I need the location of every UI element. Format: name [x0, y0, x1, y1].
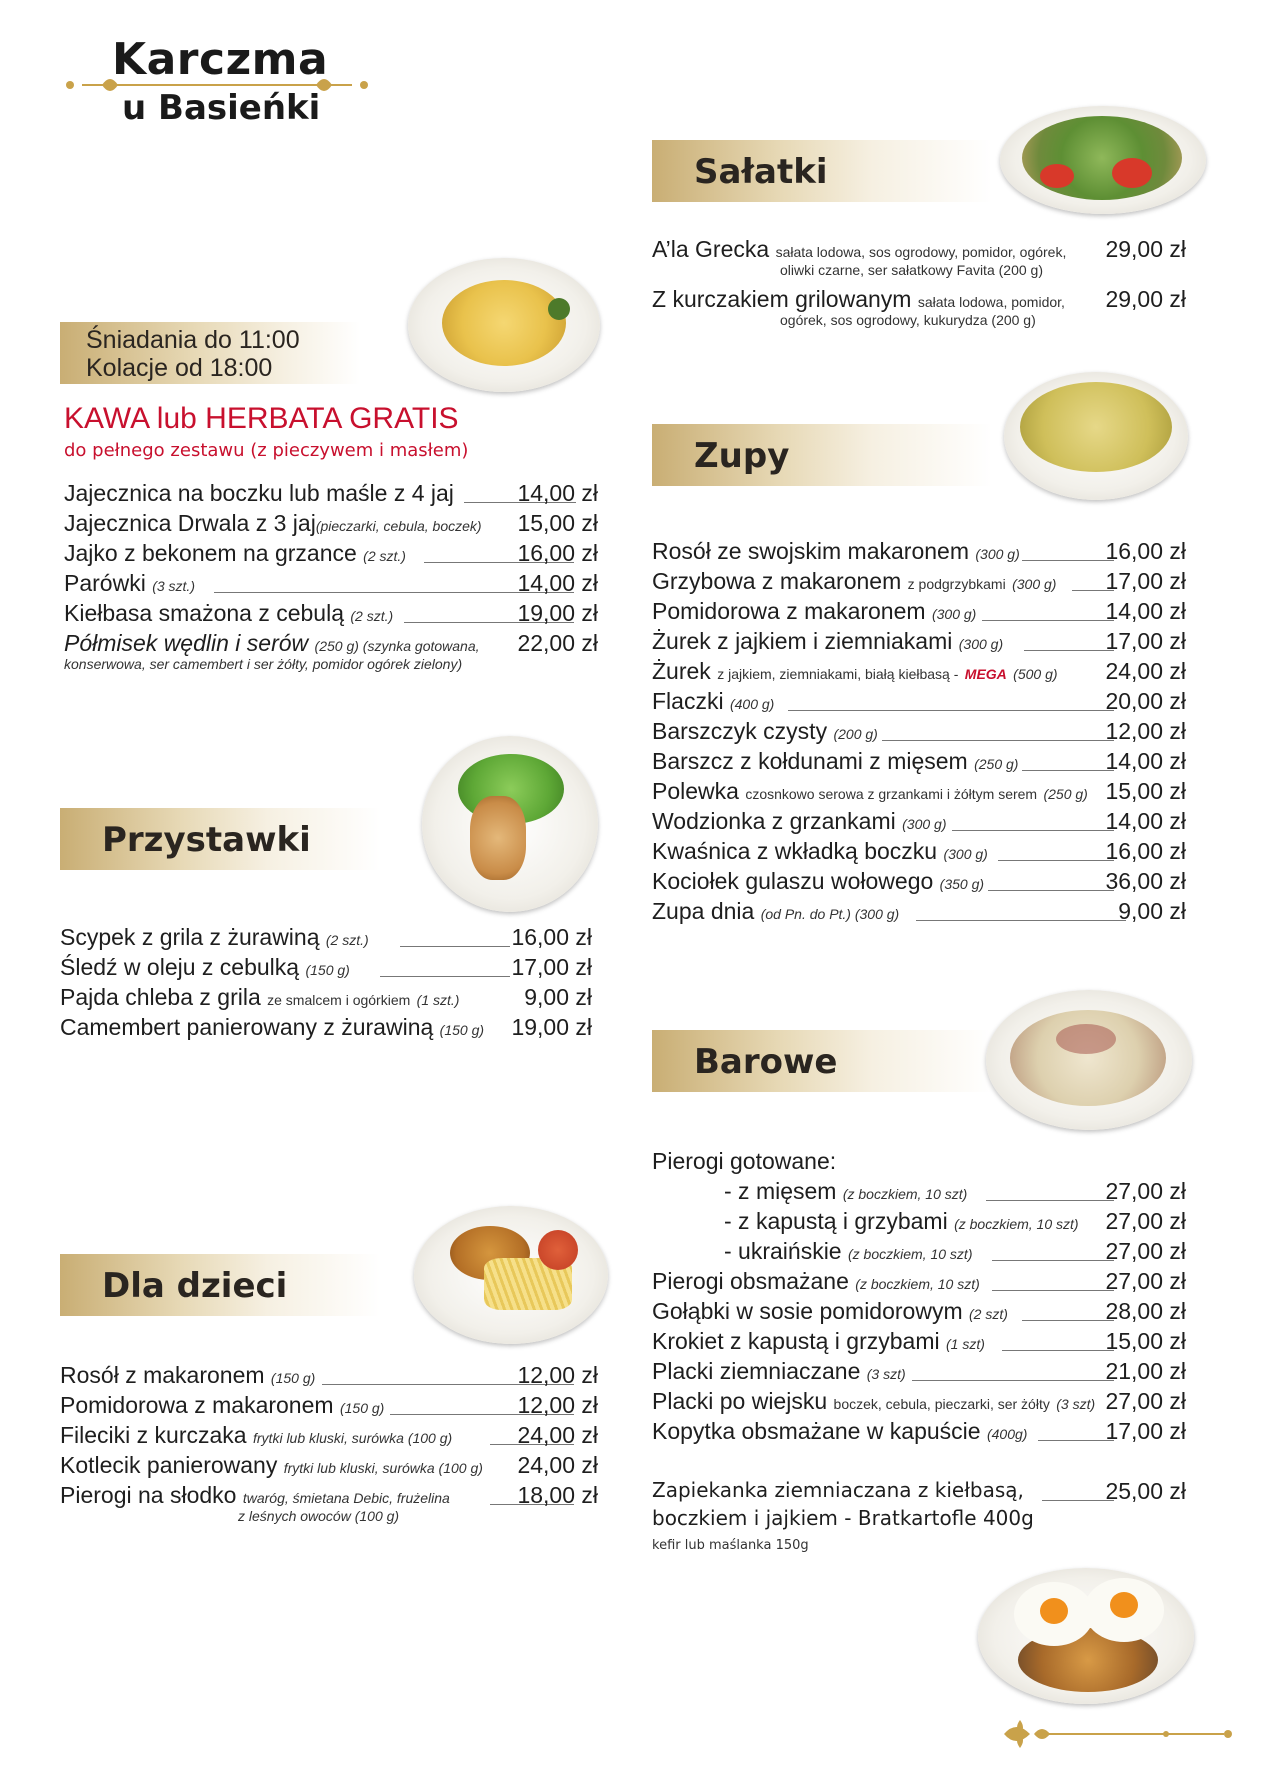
item-desc: (1 szt) — [946, 1336, 985, 1352]
menu-item — [64, 570, 598, 600]
pierogi-header: Pierogi gotowane: — [652, 1148, 837, 1174]
item-price: 15,00 zł — [1105, 778, 1186, 804]
item-desc: (3 szt) — [866, 1366, 906, 1382]
appetizer-plate-image — [422, 736, 598, 912]
item-desc: (2 szt.) — [363, 548, 406, 564]
menu-item — [652, 598, 1186, 628]
soup-bowl-image — [1004, 372, 1188, 500]
item-desc-plain: z podgrzybkami — [907, 576, 1006, 592]
leader-line — [882, 740, 1114, 741]
item-price: 28,00 zł — [1105, 1298, 1186, 1324]
item-price: 22,00 zł — [517, 630, 598, 656]
item-name: Krokiet z kapustą i grzybami — [652, 1328, 940, 1354]
item-price: 24,00 zł — [517, 1422, 598, 1448]
item-desc-plain: ze smalcem i ogórkiem — [267, 992, 411, 1008]
item-desc: (400g) — [986, 1426, 1028, 1442]
menu-item — [724, 1178, 1186, 1208]
logo-subtitle: u Basieńki — [122, 88, 321, 128]
item-name: - ukraińskie — [724, 1238, 842, 1264]
menu-item — [652, 658, 1186, 688]
item-name: Z kurczakiem grilowanym — [652, 286, 912, 312]
menu-item — [652, 838, 1186, 868]
menu-item — [652, 808, 1186, 838]
breakfast-hours: Śniadania do 11:00 — [86, 326, 300, 354]
item-price: 18,00 zł — [517, 1482, 598, 1508]
item-desc-plain: czosnkowo serowa z grzankami i żółtym serem — [745, 786, 1038, 802]
item-price: 25,00 zł — [1105, 1478, 1186, 1504]
menu-item — [652, 688, 1186, 718]
item-name: Pomidorowa z makaronem — [60, 1392, 334, 1418]
item-desc: (z boczkiem, 10 szt) — [848, 1246, 973, 1262]
item-price: 24,00 zł — [517, 1452, 598, 1478]
section-header-barowe — [652, 1030, 992, 1092]
menu-item — [60, 1452, 598, 1482]
mega-badge: MEGA — [964, 666, 1007, 682]
item-desc-plain: z jajkiem, ziemniakami, białą kiełbasą - — [717, 666, 959, 682]
item-desc: (350 g) — [939, 876, 985, 892]
item-desc: (250 g) (szynka gotowana, — [314, 638, 480, 654]
item-price: 29,00 zł — [1105, 286, 1186, 312]
leader-line — [912, 1380, 1114, 1381]
item-name: Jajko z bekonem na grzance — [64, 540, 357, 566]
section-title: Zupy — [694, 436, 790, 476]
item-price: 36,00 zł — [1105, 868, 1186, 894]
item-name: Gołąbki w sosie pomidorowym — [652, 1298, 963, 1324]
item-desc: frytki lub kluski, surówka (100 g) — [253, 1430, 453, 1446]
item-desc: (300 g) — [958, 636, 1004, 652]
section-header-przystawki — [60, 808, 380, 870]
item-desc-plain: boczek, cebula, pieczarki, ser żółty — [833, 1396, 1050, 1412]
leader-line — [1002, 1350, 1114, 1351]
item-name-continued: boczkiem i jajkiem - Bratkartofle 400g — [652, 1506, 1034, 1530]
promo-subtitle: do pełnego zestawu (z pieczywem i masłem) — [64, 440, 469, 461]
item-name: Pajda chleba z grila — [60, 984, 261, 1010]
item-desc-continued: z leśnych owoców (100 g) — [238, 1508, 400, 1524]
item-name: Barszcz z kołdunami z mięsem — [652, 748, 968, 774]
item-desc: (300 g) — [943, 846, 988, 862]
item-name: Pierogi obsmażane — [652, 1268, 849, 1294]
item-name: Barszczyk czysty — [652, 718, 828, 744]
item-name: Jajecznica Drwala z 3 jaj — [64, 510, 316, 536]
scrambled-eggs-image — [408, 258, 600, 392]
item-name: Kiełbasa smażona z cebulą — [64, 600, 344, 626]
menu-item — [724, 1208, 1186, 1238]
item-name: Placki ziemniaczane — [652, 1358, 861, 1384]
fleur-ornament-icon — [996, 1714, 1236, 1754]
section-title: Sałatki — [694, 152, 828, 192]
menu-item — [64, 540, 598, 570]
item-name: Jajecznica na boczku lub maśle z 4 jaj — [64, 480, 454, 506]
item-name: Grzybowa z makaronem — [652, 568, 902, 594]
item-price: 27,00 zł — [1105, 1268, 1186, 1294]
item-desc: (od Pn. do Pt.) (300 g) — [760, 906, 900, 922]
leader-line — [788, 710, 1114, 711]
item-desc: (z boczkiem, 10 szt) — [954, 1216, 1079, 1232]
item-price: 20,00 zł — [1105, 688, 1186, 714]
item-desc: (3 szt.) — [152, 578, 195, 594]
item-name: Scypek z grila z żurawiną — [60, 924, 320, 950]
leader-line — [380, 976, 510, 977]
fried-eggs-plate-image — [978, 1568, 1194, 1704]
menu-item — [652, 1388, 1186, 1418]
item-desc: (150 g) — [270, 1370, 316, 1386]
item-price: 27,00 zł — [1105, 1238, 1186, 1264]
item-desc: (500 g) — [1013, 666, 1058, 682]
section-title: Dla dzieci — [102, 1266, 288, 1306]
menu-item — [60, 1014, 592, 1044]
item-desc: (150 g) — [305, 962, 350, 978]
item-name: Rosół ze swojskim makaronem — [652, 538, 969, 564]
leader-line — [952, 830, 1114, 831]
pierogi-plate-image — [986, 990, 1192, 1130]
menu-item — [64, 510, 598, 540]
menu-item — [652, 1418, 1186, 1448]
item-price: 14,00 zł — [517, 570, 598, 596]
section-title: Przystawki — [102, 820, 311, 860]
menu-item — [652, 538, 1186, 568]
menu-item — [724, 1238, 1186, 1268]
item-desc: (300 g) — [902, 816, 947, 832]
leader-line — [986, 1200, 1114, 1201]
leader-line — [992, 1260, 1114, 1261]
leader-line — [1042, 1500, 1114, 1501]
leader-line — [992, 1290, 1114, 1291]
item-price: 15,00 zł — [1105, 1328, 1186, 1354]
menu-item-zapiekanka — [652, 1478, 1186, 1508]
item-name: Kwaśnica z wkładką boczku — [652, 838, 938, 864]
leader-line — [1022, 560, 1114, 561]
item-price: 12,00 zł — [517, 1362, 598, 1388]
item-name: Żurek — [652, 658, 711, 684]
item-name: Polewka — [652, 778, 739, 804]
item-desc: sałata lodowa, pomidor, — [917, 294, 1065, 310]
promo-title: KAWA lub HERBATA GRATIS — [64, 402, 459, 435]
item-name: - z kapustą i grzybami — [724, 1208, 948, 1234]
item-price: 27,00 zł — [1105, 1178, 1186, 1204]
menu-item — [652, 748, 1186, 778]
menu-item — [60, 924, 592, 954]
item-price: 27,00 zł — [1105, 1388, 1186, 1414]
item-desc: (150 g) — [439, 1022, 485, 1038]
item-name: Wodzionka z grzankami — [652, 808, 896, 834]
item-price: 29,00 zł — [1105, 236, 1186, 262]
item-desc: (300 g) — [975, 546, 1020, 562]
item-name: Śledź w oleju z cebulką — [60, 954, 300, 980]
item-price: 16,00 zł — [517, 540, 598, 566]
item-price: 16,00 zł — [1105, 838, 1186, 864]
item-desc: (250 g) — [1043, 786, 1088, 802]
item-name: Parówki — [64, 570, 146, 596]
item-desc: (2 szt.) — [325, 932, 369, 948]
item-price: 17,00 zł — [511, 954, 592, 980]
menu-item — [652, 778, 1186, 808]
menu-item — [652, 718, 1186, 748]
item-name: Kopytka obsmażane w kapuście — [652, 1418, 981, 1444]
item-name: Kociołek gulaszu wołowego — [652, 868, 934, 894]
leader-line — [988, 890, 1114, 891]
item-name: Kotlecik panierowany — [60, 1452, 278, 1478]
salad-plate-image — [1000, 106, 1206, 214]
item-name: Camembert panierowany z żurawiną — [60, 1014, 434, 1040]
section-header-salatki — [652, 140, 992, 202]
item-name: Zapiekanka ziemniaczana z kiełbasą, — [652, 1478, 1024, 1502]
menu-item — [60, 1362, 598, 1392]
menu-item — [652, 1358, 1186, 1388]
item-price: 15,00 zł — [517, 510, 598, 536]
item-desc: sałata lodowa, sos ogrodowy, pomidor, ogórek, — [775, 244, 1067, 260]
menu-item — [652, 568, 1186, 598]
item-price: 17,00 zł — [1105, 1418, 1186, 1444]
item-price: 27,00 zł — [1105, 1208, 1186, 1234]
item-desc: (200 g) — [833, 726, 878, 742]
menu-item — [652, 628, 1186, 658]
item-desc: (300 g) — [931, 606, 977, 622]
item-price: 12,00 zł — [1105, 718, 1186, 744]
item-price: 17,00 zł — [1105, 628, 1186, 654]
item-desc: (400 g) — [729, 696, 775, 712]
menu-item — [60, 1422, 598, 1452]
item-price: 19,00 zł — [517, 600, 598, 626]
item-desc: frytki lub kluski, surówka (100 g) — [283, 1460, 483, 1476]
menu-item — [64, 480, 598, 510]
item-desc-continued: ogórek, sos ogrodowy, kukurydza (200 g) — [780, 312, 1036, 328]
item-price: 14,00 zł — [1105, 748, 1186, 774]
item-price: 9,00 zł — [1118, 898, 1186, 924]
item-desc: twaróg, śmietana Debic, frużelina — [242, 1490, 450, 1506]
item-desc-continued: konserwowa, ser camembert i ser żółty, pomidor ogórek zielony) — [64, 656, 463, 672]
leader-line — [998, 860, 1114, 861]
section-title: Barowe — [694, 1042, 838, 1082]
leader-line — [982, 620, 1114, 621]
item-name: Pomidorowa z makaronem — [652, 598, 926, 624]
item-price: 9,00 zł — [524, 984, 592, 1010]
breakfast-hours-box — [60, 322, 360, 384]
item-desc-continued: oliwki czarne, ser sałatkowy Favita (200 g) — [780, 262, 1043, 278]
item-price: 12,00 zł — [517, 1392, 598, 1418]
section-header-dla-dzieci — [60, 1254, 380, 1316]
item-price: 16,00 zł — [511, 924, 592, 950]
menu-item — [652, 1298, 1186, 1328]
menu-item — [60, 984, 592, 1014]
leader-line — [916, 920, 1126, 921]
item-desc: (2 szt) — [969, 1306, 1008, 1322]
leader-line — [400, 946, 510, 947]
item-name: A’la Grecka — [652, 236, 770, 262]
menu-item — [652, 1328, 1186, 1358]
item-name: Placki po wiejsku — [652, 1388, 828, 1414]
item-desc: (z boczkiem, 10 szt) — [855, 1276, 980, 1292]
item-price: 21,00 zł — [1105, 1358, 1186, 1384]
dinner-hours: Kolacje od 18:00 — [86, 354, 273, 382]
menu-item — [60, 1392, 598, 1422]
item-name: Pierogi na słodko — [60, 1482, 237, 1508]
item-desc: (300 g) — [1012, 576, 1057, 592]
item-desc: (1 szt.) — [416, 992, 460, 1008]
item-name: - z mięsem — [724, 1178, 837, 1204]
item-name: Zupa dnia — [652, 898, 755, 924]
item-name: Żurek z jajkiem i ziemniakami — [652, 628, 953, 654]
item-price: 16,00 zł — [1105, 538, 1186, 564]
menu-item — [652, 898, 1186, 928]
item-price: 24,00 zł — [1105, 658, 1186, 684]
leader-line — [1024, 650, 1114, 651]
item-price: 17,00 zł — [1105, 568, 1186, 594]
section-header-zupy — [652, 424, 992, 486]
item-desc: (150 g) — [339, 1400, 385, 1416]
item-note: kefir lub maślanka 150g — [652, 1538, 809, 1553]
item-price: 14,00 zł — [517, 480, 598, 506]
menu-item — [64, 600, 598, 630]
item-desc: (z boczkiem, 10 szt) — [842, 1186, 968, 1202]
item-name: Flaczki — [652, 688, 724, 714]
kids-plate-image — [414, 1206, 608, 1344]
menu-item — [652, 868, 1186, 898]
item-name: Półmisek wędlin i serów — [64, 630, 309, 656]
item-desc: (2 szt.) — [350, 608, 394, 624]
menu-item — [652, 1268, 1186, 1298]
item-name: Fileciki z kurczaka — [60, 1422, 247, 1448]
logo-title: Karczma — [112, 34, 329, 85]
item-price: 14,00 zł — [1105, 808, 1186, 834]
menu-item — [60, 954, 592, 984]
leader-line — [1022, 770, 1114, 771]
item-name: Rosół z makaronem — [60, 1362, 265, 1388]
item-desc: (250 g) — [974, 756, 1019, 772]
item-price: 19,00 zł — [511, 1014, 592, 1040]
item-price: 14,00 zł — [1105, 598, 1186, 624]
item-desc: (3 szt) — [1056, 1396, 1096, 1412]
leader-line — [1022, 1320, 1114, 1321]
item-desc: (pieczarki, cebula, boczek) — [315, 518, 482, 534]
leader-line — [1038, 1440, 1114, 1441]
